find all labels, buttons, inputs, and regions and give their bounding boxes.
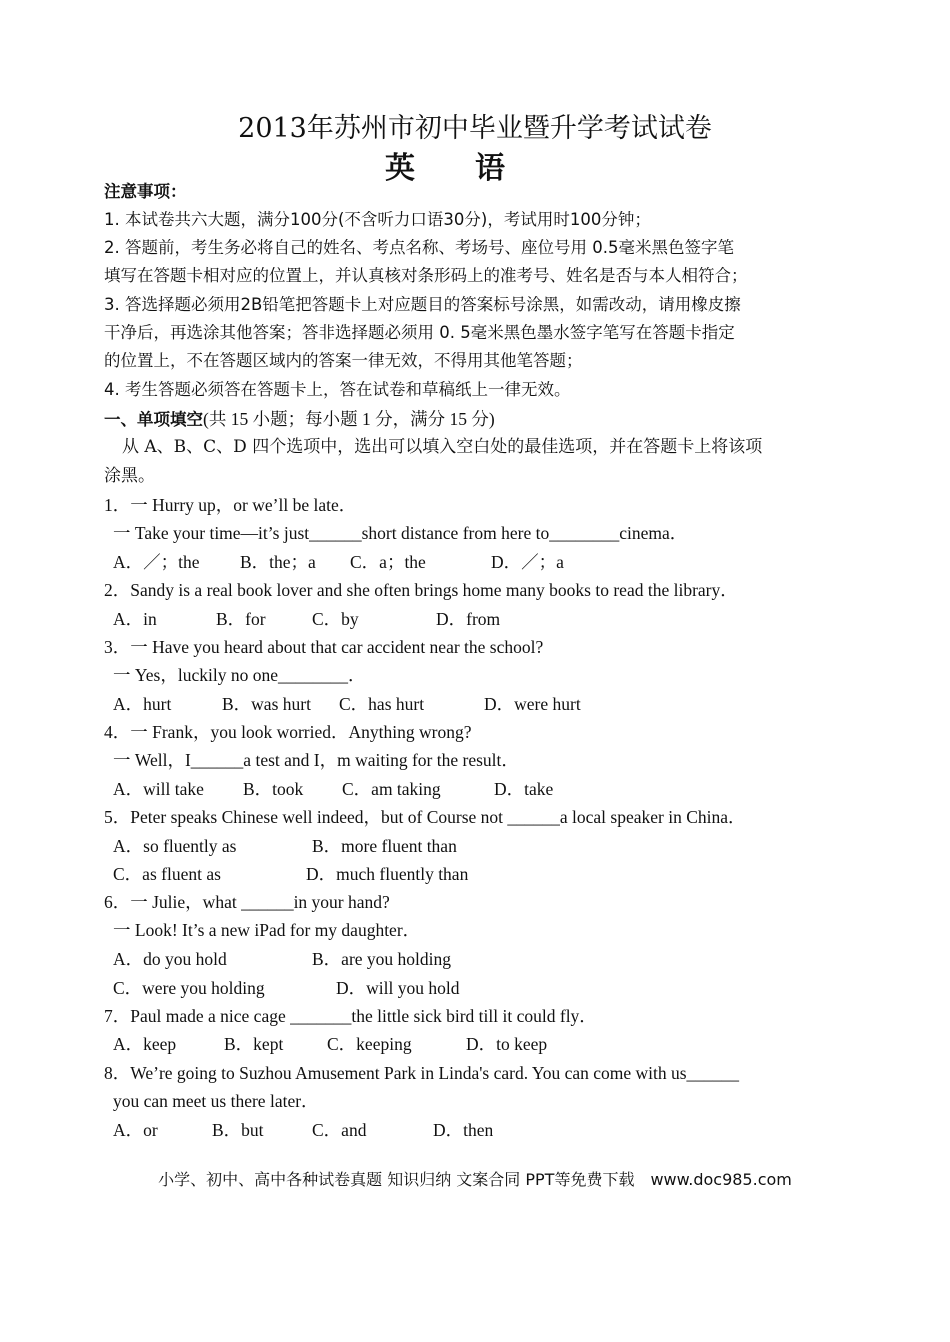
option: D．from [436, 609, 501, 629]
question-stem: 1．一 Hurry up，or we’ll be late． [104, 495, 357, 515]
option: A．so fluently as [113, 836, 237, 856]
option: D．much fluently than [306, 864, 469, 884]
option: A．hurt [113, 694, 172, 714]
question-stem: 7．Paul made a nice cage _______the little sick bird till it could fly． [104, 1006, 597, 1026]
option: B．kept [224, 1034, 284, 1054]
note-line: 的位置上，不在答题区域内的答案一律无效，不得用其他笔答题； [104, 351, 583, 370]
option: A．or [113, 1120, 158, 1140]
question-stem: 4．一 Frank，you look worried．Anything wrong? [104, 722, 472, 742]
option: C．were you holding [113, 978, 265, 998]
option: D．were hurt [484, 694, 581, 714]
option: B．the；a [240, 552, 316, 572]
question-stem: 8．We’re going to Suzhou Amusement Park in Linda's card. You can come with us______ [104, 1063, 740, 1083]
note-line: 1. 本试卷共六大题，满分100分(不含听力口语30分)，考试用时100分钟； [104, 210, 651, 229]
option: A．／；the [113, 552, 200, 572]
option: B．are you holding [312, 949, 452, 969]
question-stem: 一 Yes，luckily no one________． [113, 665, 366, 685]
question-stem: 3．一 Have you heard about that car accident near the school? [104, 637, 544, 657]
option: B．but [212, 1120, 264, 1140]
section-instruction: 从 A、B、C、D 四个选项中，选出可以填入空白处的最佳选项，并在答题卡上将该项 [122, 437, 763, 457]
option: C．by [312, 609, 359, 629]
option: C．keeping [327, 1034, 412, 1054]
option: D．will you hold [336, 978, 460, 998]
note-line: 2. 答题前，考生务必将自己的姓名、考点名称、考场号、座位号用 0.5毫米黑色签字笔 [104, 238, 734, 257]
option: A．will take [113, 779, 204, 799]
section-heading [104, 407, 495, 432]
notes-heading: 注意事项： [104, 182, 187, 201]
exam-subject: 英语 [385, 151, 565, 186]
question-stem: you can meet us there later． [113, 1091, 319, 1111]
option: D．to keep [466, 1034, 548, 1054]
note-line: 填写在答题卡相对应的位置上，并认真核对条形码上的准考号、姓名是否与本人相符合； [104, 266, 748, 285]
question-stem: 5．Peter speaks Chinese well indeed，but of Course not ______a local speaker in China． [104, 807, 746, 827]
page-footer: 小学、初中、高中各种试卷真题 知识归纳 文案合同 PPT等免费下载 www.doc985.com [158, 1170, 792, 1189]
option: A．in [113, 609, 157, 629]
option: D．／；a [491, 552, 564, 572]
option: C．has hurt [339, 694, 425, 714]
section-note: (共 15 小题；每小题 1 分，满分 15 分) [203, 409, 495, 429]
option: C．as fluent as [113, 864, 221, 884]
option: A．do you hold [113, 949, 227, 969]
note-line: 3. 答选择题必须用2B铅笔把答题卡上对应题目的答案标号涂黑，如需改动，请用橡皮擦 [104, 295, 741, 314]
question-stem: 一 Look! It’s a new iPad for my daughter． [113, 920, 421, 940]
option: B．more fluent than [312, 836, 457, 856]
section-instruction: 涂黑。 [104, 466, 155, 486]
option: A．keep [113, 1034, 177, 1054]
option: B．took [243, 779, 304, 799]
option: C．a；the [350, 552, 426, 572]
note-line: 干净后，再选涂其他答案；答非选择题必须用 0. 5毫米黑色墨水签字笔写在答题卡指定 [104, 323, 735, 342]
option: C．and [312, 1120, 367, 1140]
note-line: 4. 考生答题必须答在答题卡上，答在试卷和草稿纸上一律无效。 [104, 380, 571, 399]
question-stem: 一 Take your time—it’s just______short distance from here to________cinema． [113, 523, 688, 543]
question-stem: 一 Well，I______a test and I，m waiting for the result． [113, 750, 519, 770]
exam-title: 2013年苏州市初中毕业暨升学考试试卷 [238, 113, 712, 144]
option: D．then [433, 1120, 494, 1140]
question-stem: 2．Sandy is a real book lover and she often brings home many books to read the library． [104, 580, 738, 600]
option: D．take [494, 779, 554, 799]
section-title: 一、单项填空 [104, 410, 203, 429]
option: C．am taking [342, 779, 441, 799]
question-stem: 6．一 Julie，what ______in your hand? [104, 892, 390, 912]
option: B．for [216, 609, 266, 629]
option: B．was hurt [222, 694, 311, 714]
